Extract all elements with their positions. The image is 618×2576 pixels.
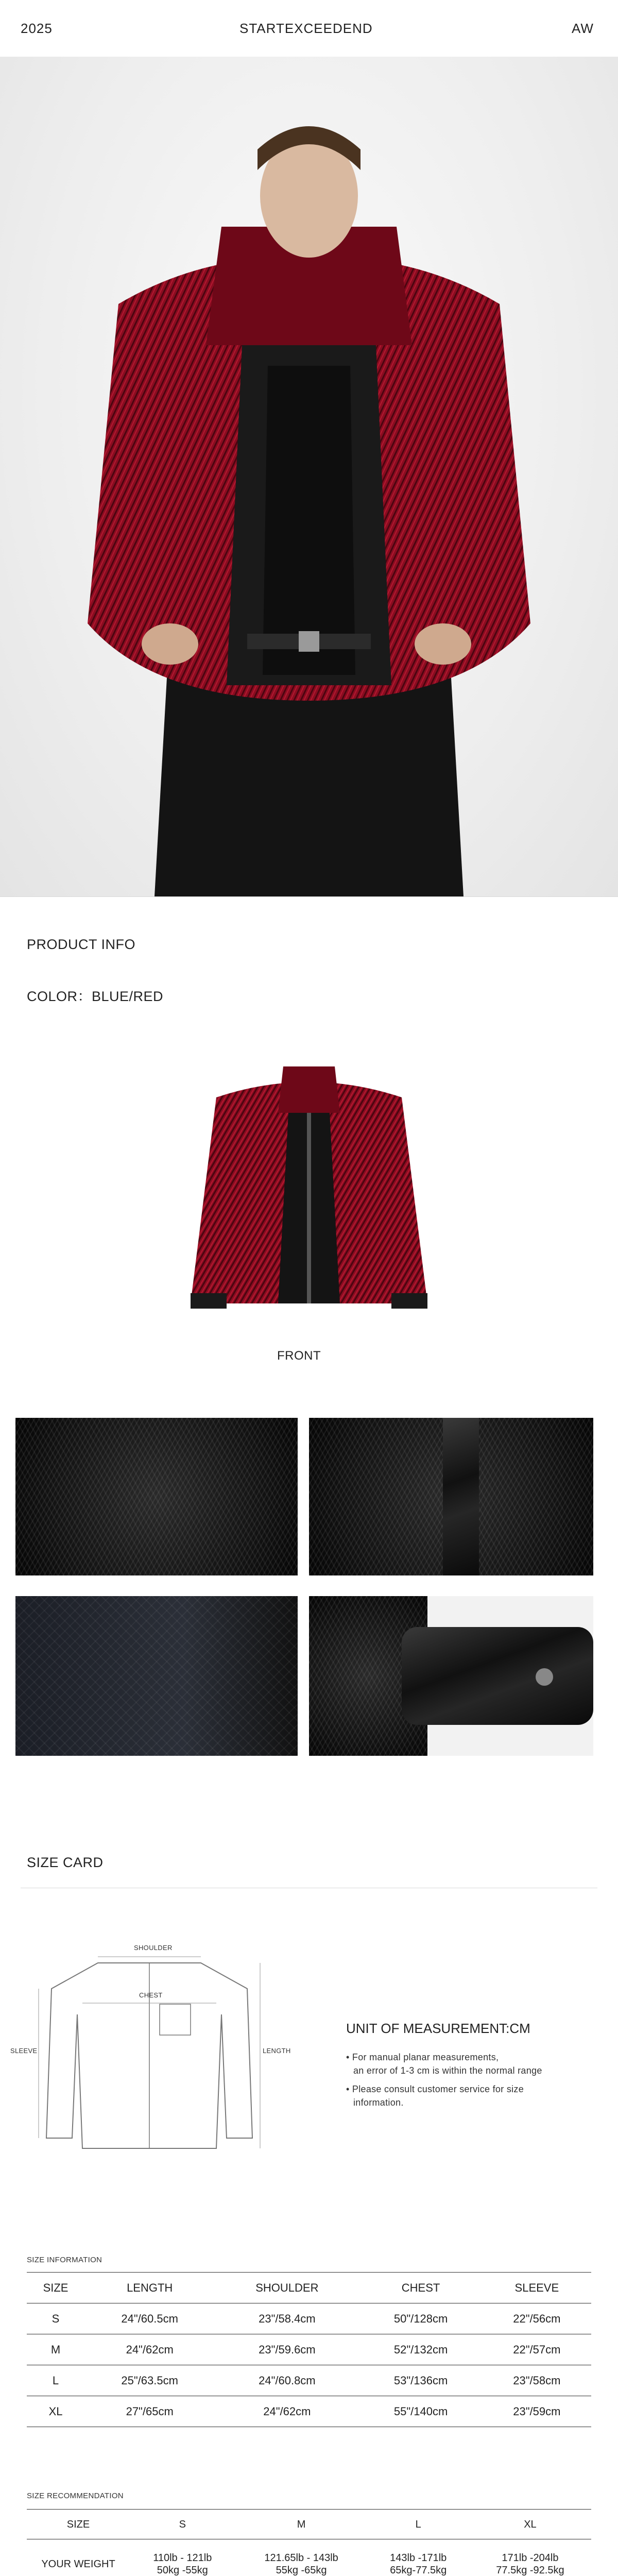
table-cell: 52"/132cm: [359, 2334, 482, 2365]
diagram-shoulder-label: SHOULDER: [134, 1944, 173, 1952]
table-cell: 24"/62cm: [215, 2396, 359, 2427]
table-cell: 22"/57cm: [483, 2334, 591, 2365]
detail-photo-zipper: [309, 1418, 593, 1575]
size-card-title: SIZE CARD: [27, 1855, 104, 1870]
product-info-title: PRODUCT INFO: [27, 937, 136, 952]
detail-photo-cuff: [309, 1596, 593, 1756]
table-header-cell: LENGTH: [84, 2273, 215, 2303]
table-row: [27, 2334, 591, 2365]
header-brand[interactable]: STARTEXCEEDEND: [239, 21, 373, 36]
table-cell: 22"/56cm: [483, 2303, 591, 2334]
table-row: [27, 2539, 591, 2576]
table-header-cell: SLEEVE: [483, 2273, 591, 2303]
table-cell: 110lb - 121lb 50kg -55kg: [130, 2539, 235, 2576]
table-cell: L: [27, 2365, 84, 2396]
table-header-cell: CHEST: [359, 2273, 482, 2303]
table-cell: 25"/63.5cm: [84, 2365, 215, 2396]
table-cell: 24"/62cm: [84, 2334, 215, 2365]
table-cell: M: [27, 2334, 84, 2365]
table-header-cell: SHOULDER: [215, 2273, 359, 2303]
table-cell: 24"/60.8cm: [215, 2365, 359, 2396]
note-bullet-1: • For manual planar measurements,: [346, 2052, 499, 2062]
cuff-leather: [402, 1627, 593, 1725]
page-header: [0, 0, 618, 57]
quilted-lining: [15, 1596, 298, 1756]
diagram-sleeve-label: SLEEVE: [10, 2047, 38, 2055]
table-cell: 23"/59cm: [483, 2396, 591, 2427]
table-cell: 143lb -171lb 65kg-77.5kg: [368, 2539, 469, 2576]
table-cell: 27"/65cm: [84, 2396, 215, 2427]
table-cell: 53"/136cm: [359, 2365, 482, 2396]
header-year: 2025: [21, 21, 53, 36]
diagram-length-label: LENGTH: [263, 2047, 291, 2055]
diagram-chest-label: CHEST: [139, 1991, 163, 1999]
table-cell: 55"/140cm: [359, 2396, 482, 2427]
note-line-2: an error of 1-3 cm is within the normal range: [353, 2065, 542, 2076]
size-information-caption: SIZE INFORMATION: [27, 2256, 102, 2264]
divider: [0, 896, 618, 897]
table-row: [27, 2303, 591, 2334]
snap-button-icon: [536, 1668, 553, 1686]
table-cell: 23"/58.4cm: [215, 2303, 359, 2334]
front-product-image: [185, 1036, 433, 1345]
unit-of-measurement: UNIT OF MEASUREMENT:CM: [346, 2021, 530, 2036]
front-caption: FRONT: [277, 1349, 321, 1363]
header-season: AW: [572, 21, 594, 36]
table-header-cell: M: [235, 2510, 368, 2539]
zipper-panel: [443, 1418, 479, 1575]
table-row: [27, 2365, 591, 2396]
hero-model-illustration: [0, 57, 618, 896]
table-header-cell: SIZE: [27, 2510, 130, 2539]
table-header-row: [27, 2273, 591, 2303]
color-label: COLOR：BLUE/RED: [27, 989, 164, 1004]
table-header-cell: SIZE: [27, 2273, 84, 2303]
detail-photo-fur: [15, 1418, 298, 1575]
hero-photo: [0, 57, 618, 896]
table-header-cell: XL: [469, 2510, 591, 2539]
table-header-row: [27, 2510, 591, 2539]
size-recommendation-caption: SIZE RECOMMENDATION: [27, 2492, 124, 2500]
size-information-table: [27, 2272, 591, 2427]
table-cell: 121.65lb - 143lb 55kg -65kg: [235, 2539, 368, 2576]
note-line-4: information.: [353, 2097, 404, 2108]
detail-photo-lining: [15, 1596, 298, 1756]
table-cell: 50"/128cm: [359, 2303, 482, 2334]
table-header-cell: L: [368, 2510, 469, 2539]
size-diagram: [10, 1942, 291, 2159]
table-cell: 23"/58cm: [483, 2365, 591, 2396]
table-cell: S: [27, 2303, 84, 2334]
table-cell: YOUR WEIGHT: [27, 2539, 130, 2576]
table-header-cell: S: [130, 2510, 235, 2539]
table-cell: 171lb -204lb 77.5kg -92.5kg: [469, 2539, 591, 2576]
note-bullet-2: • Please consult customer service for size: [346, 2084, 524, 2094]
table-cell: XL: [27, 2396, 84, 2427]
table-cell: 23"/59.6cm: [215, 2334, 359, 2365]
table-cell: 24"/60.5cm: [84, 2303, 215, 2334]
size-recommendation-table: [27, 2509, 591, 2576]
table-row: [27, 2396, 591, 2427]
measurement-notes: [346, 2050, 542, 2109]
